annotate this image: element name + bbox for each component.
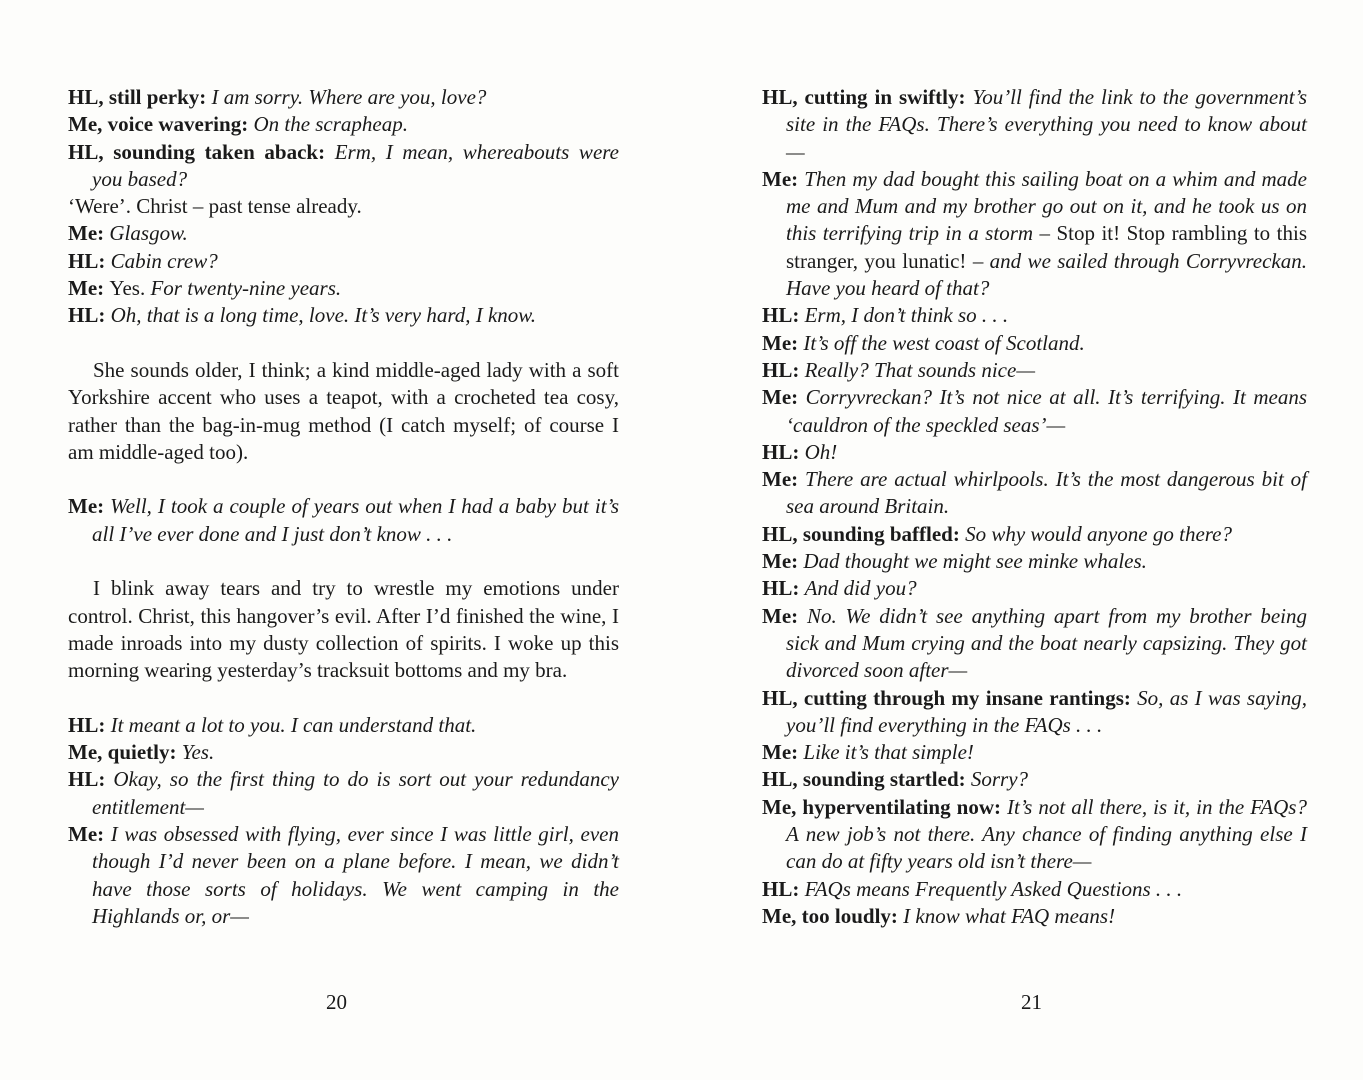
speaker-label: Me, hyperventilating now: <box>762 794 1008 819</box>
speaker-label: HL: <box>68 767 114 792</box>
dialogue-line <box>68 821 619 930</box>
narrative-text: I blink away tears and try to wrestle my emotions under control. Christ, this hangover’s evil. After I’d finished the wine, I made inroads into my dusty collection of spirits. I woke up this morning wearing yesterday’s tracksuit bottoms and my bra. <box>68 576 619 683</box>
dialogue-line <box>762 384 1307 439</box>
dialogue-line <box>68 193 619 220</box>
prose-paragraph <box>68 357 619 466</box>
prose-paragraph <box>68 575 619 684</box>
narrative-text: She sounds older, I think; a kind middle-aged lady with a soft Yorkshire accent who uses a teapot, with a crocheted tea cosy, rather than the bag-in-mug method (I catch myself; of course I am middle-aged too). <box>68 357 619 464</box>
dialogue-line <box>762 548 1307 575</box>
paragraph-gap <box>68 685 619 712</box>
speaker-label: HL: <box>762 439 805 464</box>
page-number-right: 21 <box>1021 990 1042 1014</box>
spoken-text: Erm, I don’t think so . . . <box>804 303 1009 328</box>
speaker-label: Me: <box>68 494 111 519</box>
spoken-text: Sorry? <box>970 767 1029 792</box>
spoken-text: Then my dad bought this sailing boat on a whim and made me and Mum and my brother go out on it, and he took us on this terrifying trip in a storm – <box>786 166 1307 246</box>
narrative-text: Stop it! Stop rambling to this stranger, you lunatic! <box>786 221 1307 273</box>
speaker-label: Me: <box>762 603 807 628</box>
speaker-label: Me: <box>762 385 806 410</box>
spoken-text: Corryvreckan? It’s not nice at all. It’s terrifying. It means ‘cauldron of the speckled seas’— <box>786 385 1307 437</box>
spoken-text: Well, I took a couple of years out when I had a baby but it’s all I’ve ever done and I just don’t know . . . <box>92 494 619 546</box>
speaker-label: HL, cutting through my insane rantings: <box>762 685 1138 710</box>
spoken-text: And did you? <box>804 576 917 601</box>
dialogue-line <box>68 493 619 548</box>
speaker-label: Me: <box>68 221 110 246</box>
spoken-text: Really? That sounds nice— <box>804 357 1035 382</box>
spoken-text: Cabin crew? <box>110 248 218 273</box>
speaker-label: HL: <box>68 303 111 328</box>
speaker-label: HL: <box>762 303 805 328</box>
spoken-text: So, as I was saying, you’ll find everything in the FAQs . . . <box>786 685 1307 737</box>
speaker-label: HL, sounding startled: <box>762 767 971 792</box>
dialogue-line <box>762 903 1307 930</box>
dialogue-line <box>762 330 1307 357</box>
paragraph-gap <box>68 330 619 357</box>
spoken-text: It’s off the west coast of Scotland. <box>803 330 1085 355</box>
dialogue-line <box>68 220 619 247</box>
dialogue-line <box>68 712 619 739</box>
dialogue-line <box>68 739 619 766</box>
narrative-text: ‘Were’. Christ – past tense already. <box>68 194 362 219</box>
left-page-body <box>68 84 619 930</box>
dialogue-line <box>762 302 1307 329</box>
page-number-left: 20 <box>326 990 347 1014</box>
speaker-label: Me: <box>762 549 804 574</box>
speaker-label: Me: <box>762 467 806 492</box>
speaker-label: HL: <box>68 712 111 737</box>
spoken-text: FAQs means Frequently Asked Questions . . . <box>804 876 1183 901</box>
spoken-text: It’s not all there, is it, in the FAQs? A new job’s not there. Any chance of finding anything else I can do at fifty years old isn’t there— <box>786 794 1307 874</box>
dialogue-line <box>762 603 1307 685</box>
spoken-text: Oh! <box>804 439 838 464</box>
spoken-text: Okay, so the first thing to do is sort out your redundancy entitlement— <box>92 767 619 819</box>
spoken-text: I am sorry. Where are you, love? <box>211 85 487 109</box>
narrative-text: Yes. <box>109 276 151 301</box>
spoken-text: Like it’s that simple! <box>803 740 974 765</box>
speaker-label: Me: <box>68 822 111 847</box>
dialogue-line <box>68 766 619 821</box>
dialogue-line <box>762 466 1307 521</box>
spoken-text: I know what FAQ means! <box>903 903 1116 928</box>
dialogue-line <box>762 794 1307 876</box>
speaker-label: HL: <box>68 248 111 273</box>
dialogue-line <box>762 84 1307 166</box>
dialogue-line <box>68 275 619 302</box>
dialogue-line <box>68 84 619 111</box>
dialogue-line <box>762 739 1307 766</box>
dialogue-line <box>68 302 619 329</box>
dialogue-line <box>762 521 1307 548</box>
speaker-label: Me, too loudly: <box>762 903 904 928</box>
dialogue-line <box>762 357 1307 384</box>
spoken-text: Glasgow. <box>109 221 188 246</box>
speaker-label: Me: <box>68 276 110 301</box>
paragraph-gap <box>68 548 619 575</box>
dialogue-line <box>68 111 619 138</box>
speaker-label: HL: <box>762 576 805 601</box>
speaker-label: HL: <box>762 876 805 901</box>
speaker-label: Me, quietly: <box>68 740 182 765</box>
spoken-text: It meant a lot to you. I can understand that. <box>110 712 477 737</box>
spoken-text: Yes. <box>181 740 215 765</box>
spoken-text: No. We didn’t see anything apart from my brother being sick and Mum crying and the boat nearly capsizing. They got divorced soon after— <box>786 603 1307 683</box>
paragraph-gap <box>68 466 619 493</box>
spoken-text: Oh, that is a long time, love. It’s very hard, I know. <box>110 303 536 328</box>
dialogue-line <box>68 139 619 194</box>
spoken-text: So why would anyone go there? <box>965 521 1232 546</box>
spoken-text: On the scrapheap. <box>253 112 408 137</box>
dialogue-line <box>762 439 1307 466</box>
spoken-text: Erm, I mean, whereabouts were you based? <box>92 139 619 191</box>
speaker-label: HL, still perky: <box>68 85 212 109</box>
spoken-text: I was obsessed with flying, ever since I was little girl, even though I’d never been on a plane before. I mean, we didn’t have those sorts of holidays. We went camping in the Highlands or, or— <box>92 822 619 928</box>
dialogue-line <box>762 166 1307 302</box>
speaker-label: Me: <box>762 740 804 765</box>
speaker-label: Me: <box>762 330 804 355</box>
speaker-label: Me: <box>762 166 805 191</box>
speaker-label: HL, cutting in swiftly: <box>762 85 973 109</box>
dialogue-line <box>762 685 1307 740</box>
right-page-body <box>762 84 1307 930</box>
dialogue-line <box>762 575 1307 602</box>
spoken-text: For twenty-nine years. <box>150 276 342 301</box>
spoken-text: There are actual whirlpools. It’s the most dangerous bit of sea around Britain. <box>786 467 1308 519</box>
speaker-label: HL: <box>762 357 805 382</box>
speaker-label: Me, voice wavering: <box>68 112 254 137</box>
dialogue-line <box>68 248 619 275</box>
speaker-label: HL, sounding taken aback: <box>68 139 335 164</box>
dialogue-line <box>762 766 1307 793</box>
speaker-label: HL, sounding baffled: <box>762 521 966 546</box>
dialogue-line <box>762 876 1307 903</box>
spoken-text: – and we sailed through Corryvreckan. Have you heard of that? <box>786 248 1307 301</box>
spoken-text: You’ll find the link to the government’s site in the FAQs. There’s everything you need to know about— <box>786 85 1308 164</box>
spoken-text: Dad thought we might see minke whales. <box>803 549 1147 574</box>
